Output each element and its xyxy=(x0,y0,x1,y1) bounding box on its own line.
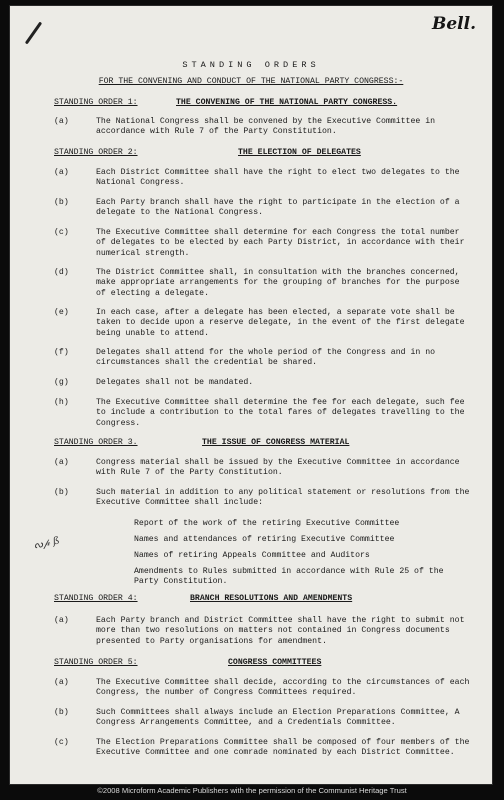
so2-paragraph-a xyxy=(54,168,474,189)
paragraph-text: Each Party branch shall have the right to participate in the election of a delegate to the National Congress. xyxy=(96,198,460,218)
standing-order-3-label: STANDING ORDER 3. xyxy=(54,438,138,447)
paragraph-text: In each case, after a delegate has been elected, a separate vote shall be taken to decide upon a reserve delegate, in the event of the first delegate being unable to attend. xyxy=(96,308,465,338)
standing-order-2-label: STANDING ORDER 2: xyxy=(54,148,138,157)
paragraph-text: Delegates shall not be mandated. xyxy=(96,378,254,387)
paragraph-letter: (f) xyxy=(54,348,69,357)
paragraph-text: Delegates shall attend for the whole period of the Congress and in no circumstances shall the credential be shared. xyxy=(96,348,436,368)
paragraph-letter: (a) xyxy=(54,168,69,177)
material-list-item: Names and attendances of retiring Executive Committee xyxy=(134,535,395,544)
paragraph-letter: (a) xyxy=(54,458,69,467)
so3-paragraph-a xyxy=(54,458,474,479)
paragraph-letter: (a) xyxy=(54,678,69,687)
so4-paragraph-a xyxy=(54,616,474,647)
paragraph-letter: (d) xyxy=(54,268,69,277)
standing-order-5-title: CONGRESS COMMITTEES xyxy=(228,658,322,667)
paragraph-letter: (c) xyxy=(54,228,69,237)
so2-paragraph-e xyxy=(54,308,474,339)
paragraph-text: The District Committee shall, in consultation with the branches concerned, make appropriate arrangements for the grouping of branches for the purpose of electing a delegate. xyxy=(96,268,460,298)
handwritten-mark xyxy=(25,21,42,44)
paragraph-text: The National Congress shall be convened by the Executive Committee in accordance with Rule 7 of the Party Constitution. xyxy=(96,117,436,137)
paragraph-text: Each District Committee shall have the right to elect two delegates to the National Congress. xyxy=(96,168,460,188)
document-subtitle: FOR THE CONVENING AND CONDUCT OF THE NATIONAL PARTY CONGRESS:- xyxy=(98,77,404,86)
paragraph-letter: (e) xyxy=(54,308,69,317)
so2-paragraph-b xyxy=(54,198,474,219)
standing-order-2-title: THE ELECTION OF DELEGATES xyxy=(238,148,361,157)
paragraph-letter: (c) xyxy=(54,738,69,747)
paragraph-letter: (b) xyxy=(54,198,69,207)
standing-order-5-label: STANDING ORDER 5: xyxy=(54,658,138,667)
so2-paragraph-c xyxy=(54,228,474,259)
so2-paragraph-g xyxy=(54,378,474,388)
standing-order-4-label: STANDING ORDER 4: xyxy=(54,594,138,603)
paragraph-text: Each Party branch and District Committee shall have the right to submit not more than two resolutions on matters not contained in Congress documents presented to Party organisations for amendment. xyxy=(96,616,465,646)
document-title: STANDING ORDERS xyxy=(182,60,320,70)
paragraph-text: The Executive Committee shall decide, according to the circumstances of each Congress, the number of Congress Committees required. xyxy=(96,678,470,698)
so3-paragraph-b xyxy=(54,488,474,509)
so5-paragraph-c xyxy=(54,738,474,759)
copyright-footer: ©2008 Microform Academic Publishers with the permission of the Communist Heritage Trust xyxy=(97,786,407,795)
paragraph-letter: (g) xyxy=(54,378,69,387)
paragraph-text: Congress material shall be issued by the Executive Committee in accordance with Rule 7 of the Party Constitution. xyxy=(96,458,460,478)
paragraph-text: The Executive Committee shall determine for each Congress the total number of delegates to be elected by each Party District, in accordance with their numerical strength. xyxy=(96,228,465,258)
paragraph-letter: (b) xyxy=(54,488,69,497)
so2-paragraph-f xyxy=(54,348,474,369)
standing-order-1-title: THE CONVENING OF THE NATIONAL PARTY CONGRESS. xyxy=(176,98,398,107)
so1-paragraph-a xyxy=(54,117,474,138)
material-list-item: Report of the work of the retiring Executive Committee xyxy=(134,519,400,528)
paragraph-letter: (b) xyxy=(54,708,69,717)
paragraph-letter: (h) xyxy=(54,398,69,407)
document-content xyxy=(10,6,492,784)
standing-order-1-label: STANDING ORDER 1: xyxy=(54,98,138,107)
paragraph-text: The Election Preparations Committee shall be composed of four members of the Executive Committee and one comrade nominated by each District Committee. xyxy=(96,738,470,758)
material-list-item: Names of retiring Appeals Committee and Auditors xyxy=(134,551,370,560)
standing-order-3-title: THE ISSUE OF CONGRESS MATERIAL xyxy=(202,438,350,447)
so2-paragraph-h xyxy=(54,398,474,429)
standing-order-4-title: BRANCH RESOLUTIONS AND AMENDMENTS xyxy=(190,594,353,603)
handwritten-name: Bell. xyxy=(432,14,477,34)
paragraph-text: Such material in addition to any political statement or resolutions from the Executive Committee shall include: xyxy=(96,488,470,508)
material-list-item: Amendments to Rules submitted in accordance with Rule 25 of the Party Constitution. xyxy=(134,567,444,587)
paragraph-text: Such Committees shall always include an Election Preparations Committee, A Congress Arrangements Committee, and a Credentials Committee. xyxy=(96,708,460,728)
document-page xyxy=(10,6,492,784)
handwritten-scribble: ᔓ𝓅 ß xyxy=(33,535,61,552)
paragraph-text: The Executive Committee shall determine the fee for each delegate, such fee to include a contribution to the total fares of delegates travelling to the Congress. xyxy=(96,398,465,428)
so2-paragraph-d xyxy=(54,268,474,299)
so5-paragraph-a xyxy=(54,678,474,699)
paragraph-letter: (a) xyxy=(54,117,69,126)
so5-paragraph-b xyxy=(54,708,474,729)
paragraph-letter: (a) xyxy=(54,616,69,625)
